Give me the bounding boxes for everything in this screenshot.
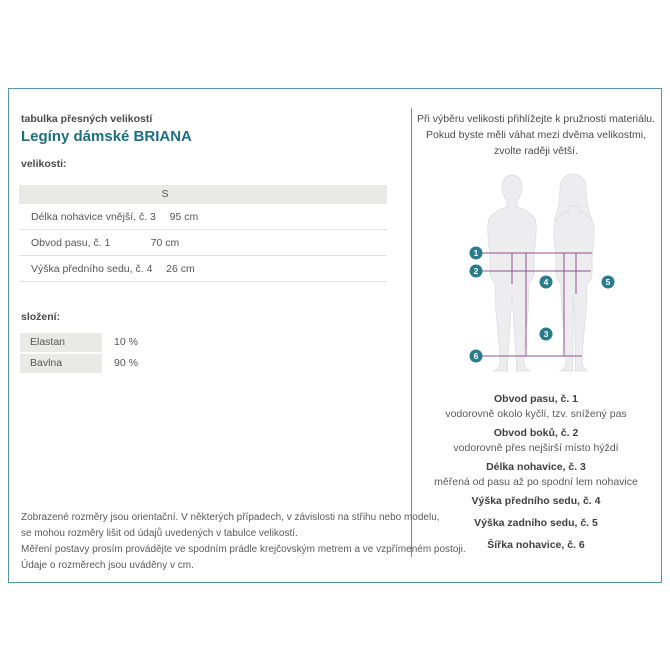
composition-table [20,333,138,375]
measurement-title: Obvod boků, č. 2 [493,427,579,439]
size-table-header [19,185,387,204]
size-table-row [19,256,387,282]
composition-row [20,354,138,373]
marker-2-number: 2 [473,266,479,276]
measurement-item [412,392,660,422]
marker-1-number: 1 [473,248,479,258]
size-table-row [19,204,387,230]
fit-advice [416,111,656,159]
measurement-title: Obvod pasu, č. 1 [493,393,579,405]
size-table-row [19,230,387,256]
material-cell: Elastan [20,333,102,352]
measurement-row-label: Obvod pasu, č. 1 [31,237,111,249]
composition-label: složení: [21,311,61,323]
fit-advice-line: zvolte raději větší. [493,145,579,157]
measurement-item [412,426,660,456]
fit-advice-line: Při výběru velikosti přihlížejte k pružnosti materiálu. [416,113,656,125]
measurement-list [412,392,660,560]
composition-row [20,333,138,352]
marker-3-number: 3 [543,329,549,339]
measurement-item [412,538,660,553]
measurement-item [412,460,660,490]
measurement-row-label: Výška předního sedu, č. 4 [31,263,153,275]
disclaimer-line: Měření postavy prosím provádějte ve spodním prádle krejčovským metrem a ve vzpřímeném postoji. [21,544,466,555]
marker-4-number: 4 [543,277,549,287]
measurement-row-label: Délka nohavice vnější, č. 3 [31,211,156,223]
size-table-header-spacer [19,185,137,204]
measurement-row-value: 26 cm [166,263,195,275]
marker-5-number: 5 [605,277,611,287]
measurement-title: Výška zadního sedu, č. 5 [474,517,598,529]
marker-6-number: 6 [473,351,479,361]
body-measurement-figure [459,168,629,380]
size-column-header: S [161,188,169,200]
percent-cell: 10 % [114,336,138,348]
measurement-title: Šířka nohavice, č. 6 [487,539,585,551]
product-title: Legíny dámské BRIANA [21,128,192,145]
measurement-row-value: 70 cm [150,237,180,249]
sizes-label: velikosti: [21,158,67,170]
measurement-desc: vodorovně okolo kyčlí, tzv. snížený pas [445,408,627,420]
measurement-item [412,516,660,531]
fit-advice-line: Pokud byste měli váhat mezi dvěma velikostmi, [425,129,646,141]
measurement-title: Délka nohavice, č. 3 [486,461,586,473]
product-eyebrow: tabulka přesných velikostí [21,113,153,125]
measurement-row-value: 95 cm [169,211,199,223]
disclaimer-line: Údaje o rozměrech jsou uváděny v cm. [21,560,194,571]
measurement-item [412,494,660,509]
disclaimer-line: Zobrazené rozměry jsou orientační. V některých případech, v závislosti na střihu nebo modelu, [21,512,440,523]
size-table [19,185,387,282]
figure-svg [459,168,629,380]
measurement-desc: vodorovně přes nejširší místo hýždí [453,442,619,454]
percent-cell: 90 % [114,357,138,369]
measurement-title: Výška předního sedu, č. 4 [471,495,601,507]
size-chart-panel [8,88,662,583]
disclaimer-line: se mohou rozměry lišit od údajů uvedených v tabulce velikostí. [21,528,298,539]
disclaimer [21,510,466,574]
measurement-desc: měřená od pasu až po spodní lem nohavice [434,476,638,488]
material-cell: Bavlna [20,354,102,373]
figure-silhouette-right-body [554,206,595,371]
